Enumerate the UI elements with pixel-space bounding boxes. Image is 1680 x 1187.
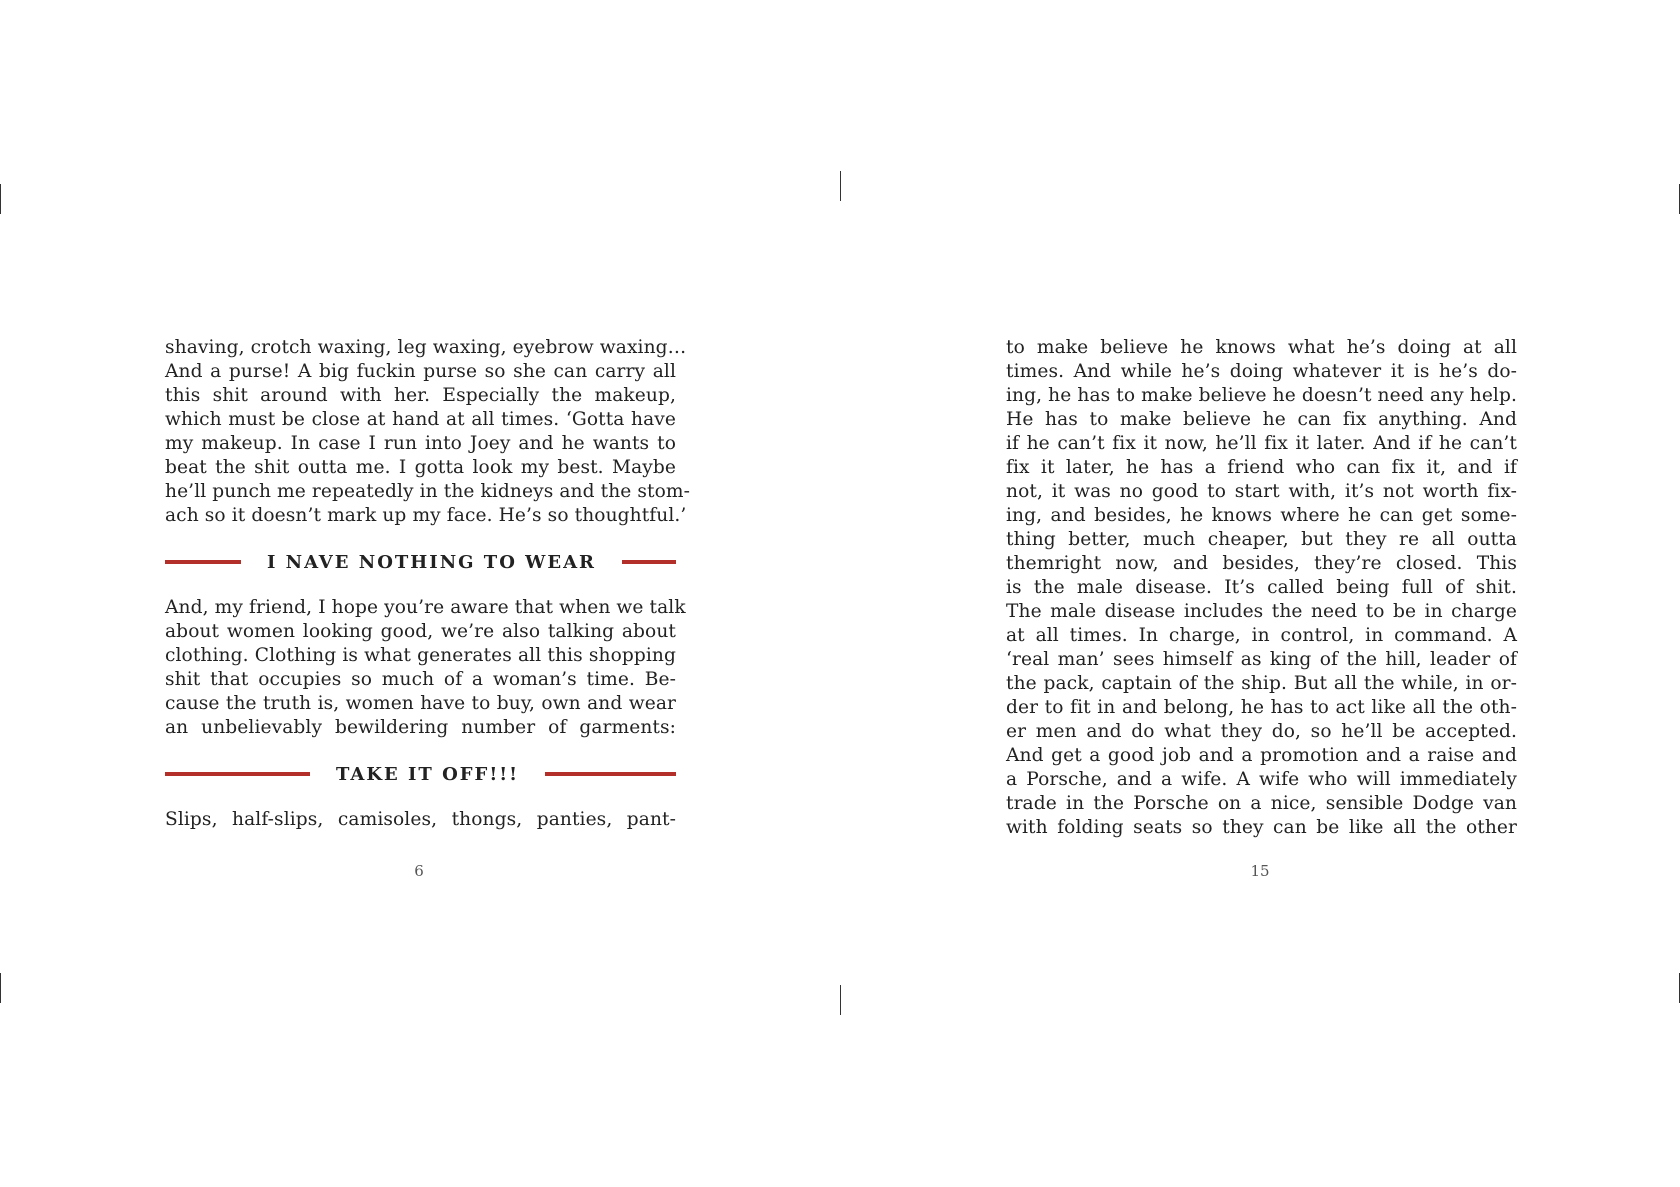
heading-rule-right [622, 560, 676, 564]
text-line: he’ll punch me repeatedly in the kidneys and the stom- [165, 481, 691, 502]
heading-title: TAKE IT OFF!!! [336, 763, 520, 785]
text-line: times. And while he’s doing whatever it is he’s do- [1006, 361, 1517, 382]
text-line: is the male disease. It’s called being full of shit. [1006, 577, 1517, 598]
text-line: if he can’t fix it now, he’ll fix it later. And if he can’t [1006, 433, 1517, 454]
heading-rule-left [165, 772, 310, 776]
text-line: The male disease includes the need to be in charge [1006, 601, 1517, 622]
right-page [1006, 336, 1517, 840]
right-paragraph-1 [1006, 336, 1517, 840]
text-line: about women looking good, we’re also talking about [165, 621, 676, 642]
text-line: clothing. Clothing is what generates all this shopping [165, 645, 676, 666]
heading-rule-left [165, 560, 241, 564]
text-line: ach so it doesn’t mark up my face. He’s so thoughtful.’ [165, 505, 687, 526]
left-paragraph-3 [165, 808, 676, 832]
text-line: this shit around with her. Especially the makeup, [165, 385, 676, 406]
text-line: fix it later, he has a friend who can fix it, and if [1006, 457, 1517, 478]
crop-mark [840, 985, 841, 1015]
text-line: beat the shit outta me. I gotta look my best. Maybe [165, 457, 676, 478]
text-line: And, my friend, I hope you’re aware that when we talk [165, 597, 686, 618]
text-line: to make believe he knows what he’s doing at all [1006, 337, 1517, 358]
text-line: not, it was no good to start with, it’s not worth fix- [1006, 481, 1517, 502]
text-line: at all times. In charge, in control, in command. A [1006, 625, 1517, 646]
text-line: And get a good job and a promotion and a raise and [1006, 745, 1517, 766]
text-line: der to fit in and belong, he has to act like all the oth- [1006, 697, 1517, 718]
text-line: ‘real man’ sees himself as king of the hill, leader of [1006, 649, 1517, 670]
left-paragraph-1 [165, 336, 691, 528]
text-line: er men and do what they do, so he’ll be accepted. [1006, 721, 1517, 742]
text-line: an unbelievably bewildering number of garments: [165, 717, 676, 738]
page-number-right: 15 [1250, 862, 1270, 880]
text-line: ing, he has to make believe he doesn’t need any help. [1006, 385, 1517, 406]
text-line: shit that occupies so much of a woman’s time. Be- [165, 669, 676, 690]
text-line: cause the truth is, women have to buy, own and wear [165, 693, 676, 714]
text-line: trade in the Porsche on a nice, sensible Dodge van [1006, 793, 1517, 814]
text-line: with folding seats so they can be like all the other [1006, 817, 1517, 838]
left-page [165, 336, 691, 832]
text-line: themright now, and besides, they’re closed. This [1006, 553, 1517, 574]
section-heading-2 [165, 762, 676, 786]
text-line: He has to make believe he can fix anything. And [1006, 409, 1517, 430]
text-line: thing better, much cheaper, but they re all outta [1006, 529, 1517, 550]
text-line: ing, and besides, he knows where he can get some- [1006, 505, 1517, 526]
heading-rule-right [545, 772, 676, 776]
crop-mark [840, 171, 841, 201]
text-line: And a purse! A big fuckin purse so she can carry all [165, 361, 676, 382]
section-heading-1 [165, 550, 676, 574]
text-line: the pack, captain of the ship. But all the while, in or- [1006, 673, 1517, 694]
crop-mark [0, 184, 1, 214]
page-number-left: 6 [414, 862, 424, 880]
text-line: which must be close at hand at all times. ‘Gotta have [165, 409, 676, 430]
text-line: Slips, half-slips, camisoles, thongs, panties, pant- [165, 809, 676, 830]
heading-title: I NAVE NOTHING TO WEAR [267, 551, 596, 573]
text-line: my makeup. In case I run into Joey and he wants to [165, 433, 676, 454]
text-line: a Porsche, and a wife. A wife who will immediately [1006, 769, 1517, 790]
text-line: shaving, crotch waxing, leg waxing, eyebrow waxing… [165, 337, 687, 358]
crop-mark [0, 973, 1, 1003]
left-paragraph-2 [165, 596, 686, 740]
